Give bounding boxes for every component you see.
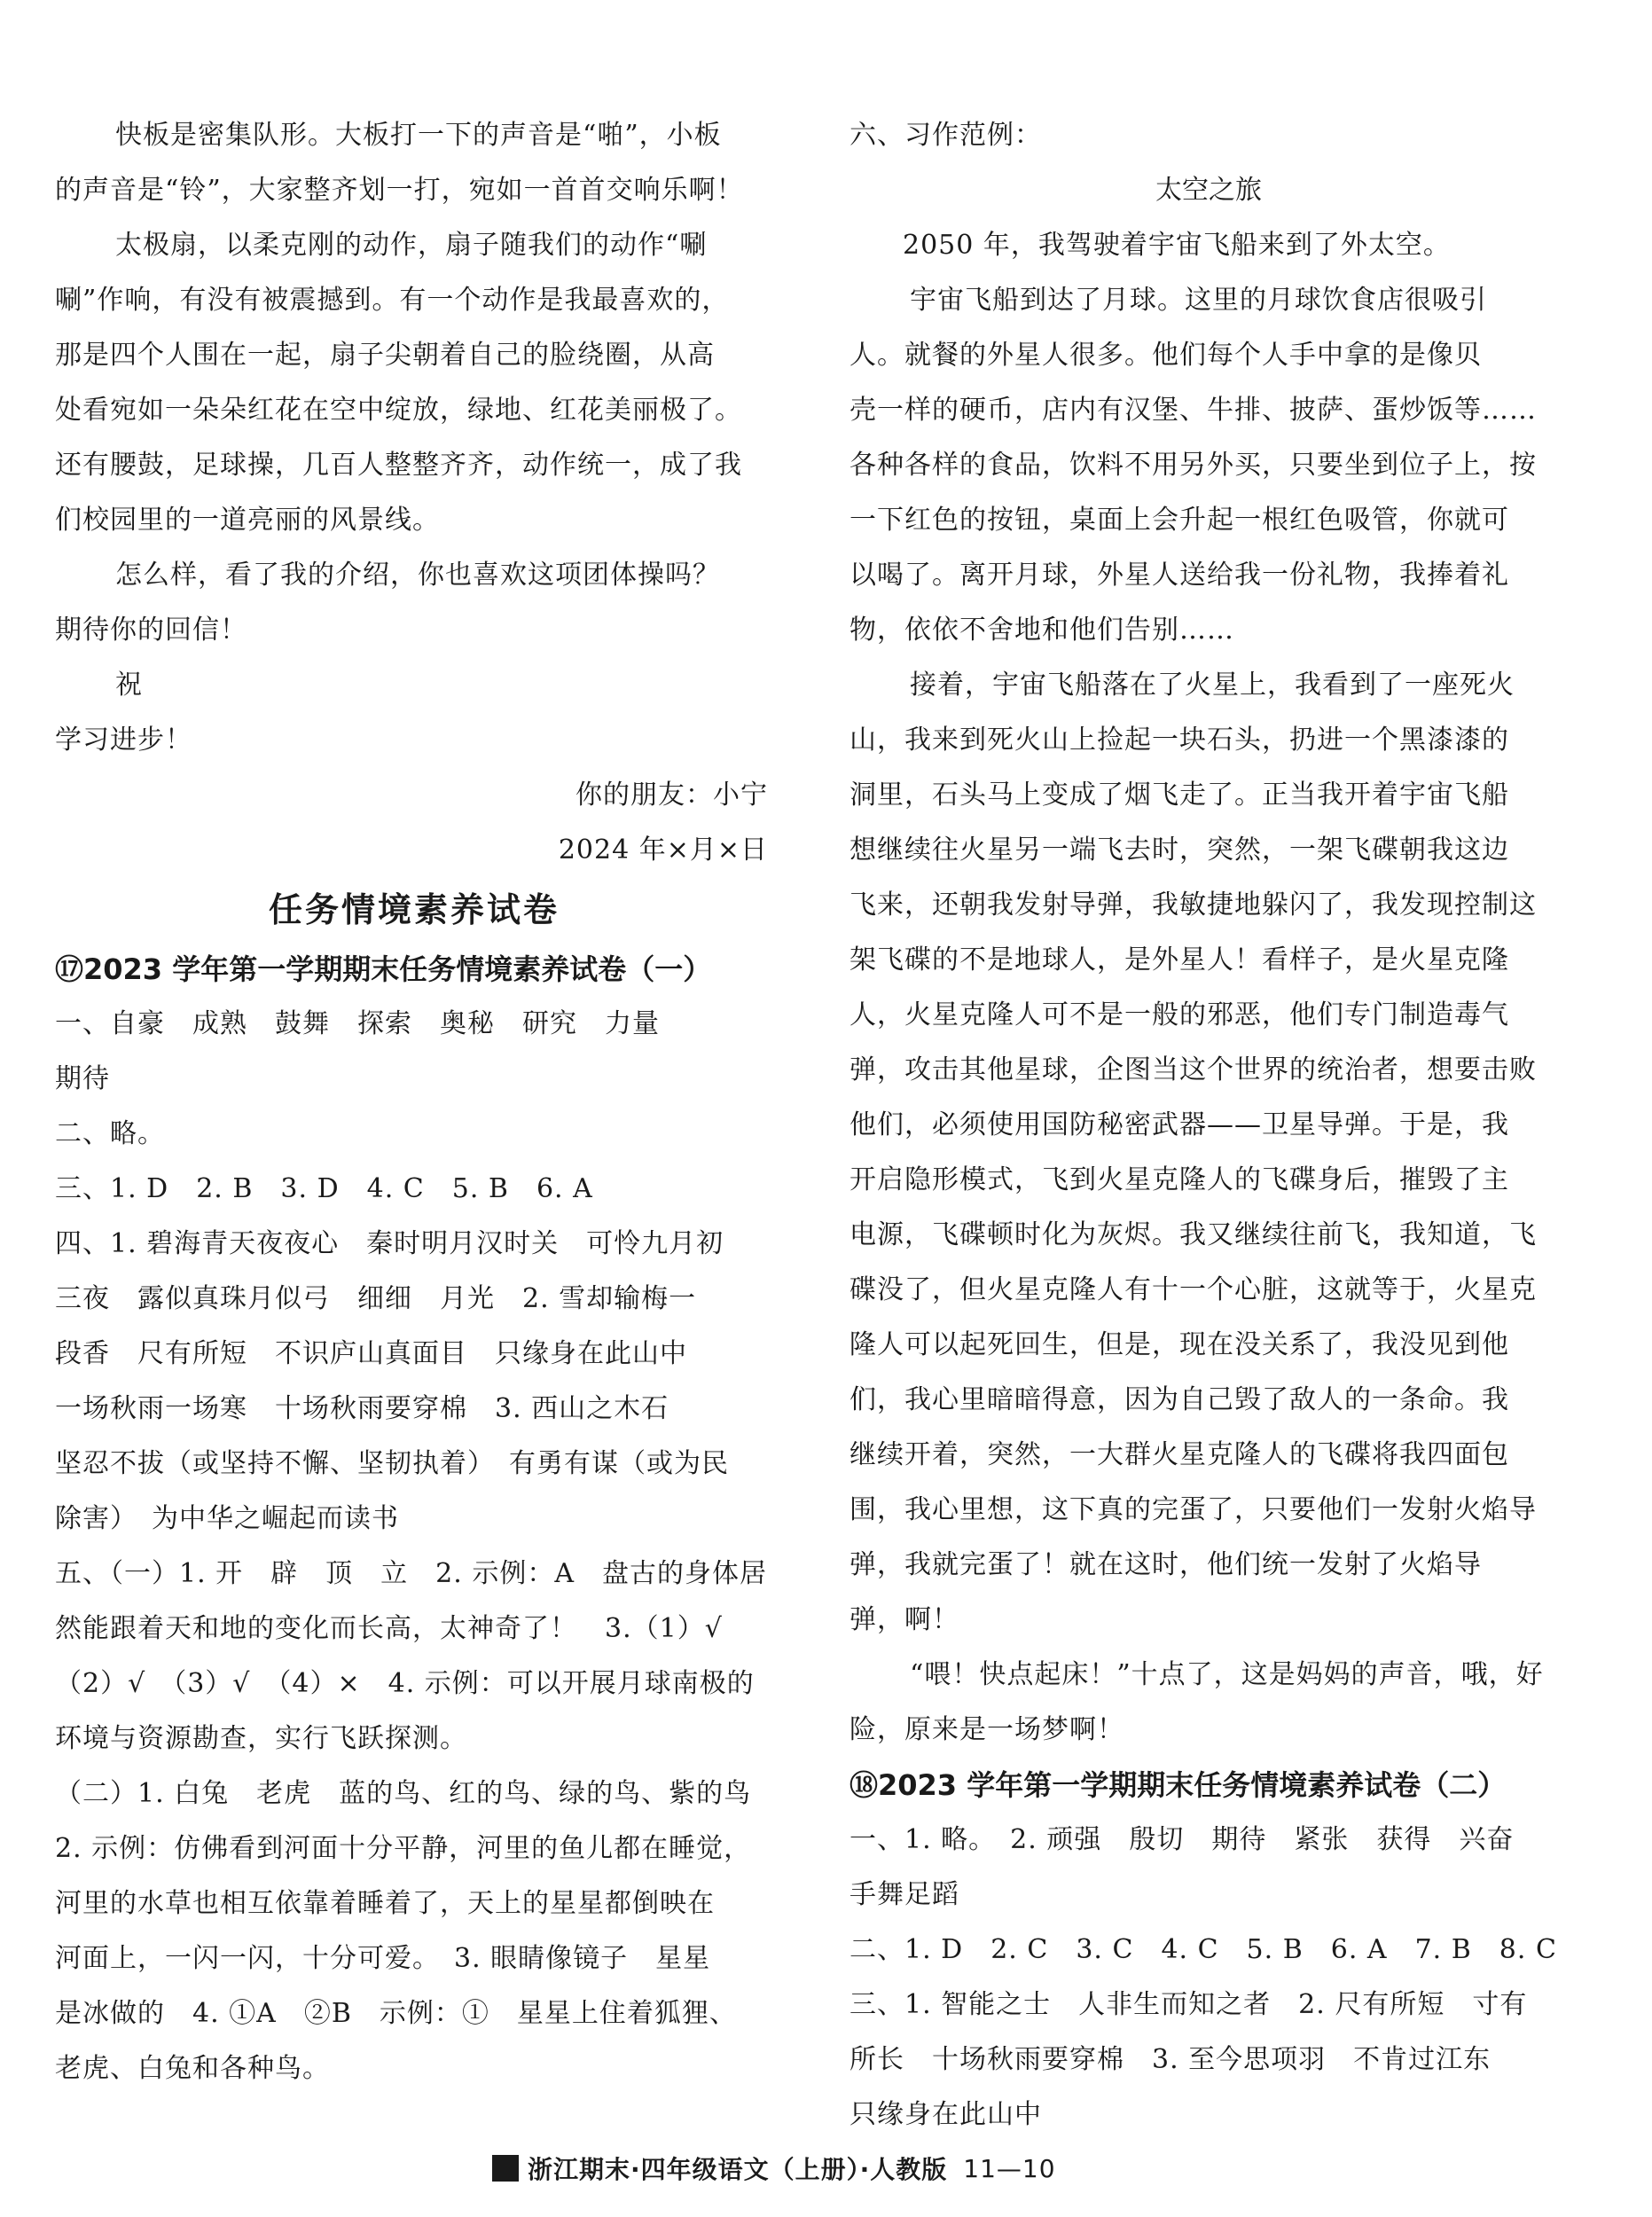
letter-line: 还有腰鼓，足球操，几百人整整齐齐，动作统一，成了我: [55, 450, 742, 481]
letter-date: 2024 年×月×日: [558, 834, 768, 866]
essay-line: 飞来，还朝我发射导弹，我敏捷地躲闪了，我发现控制这: [849, 889, 1537, 920]
essay-line: 碟没了，但火星克隆人有十一个心脏，这就等于，火星克: [849, 1274, 1537, 1305]
essay-line: “喂！快点起床！”十点了，这是妈妈的声音，哦，好: [910, 1659, 1544, 1690]
answer-line: 三、1. 智能之士 人非生而知之者 2. 尺有所短 寸有: [849, 1989, 1528, 2020]
page-number: 11—10: [963, 2153, 1056, 2183]
answer-line: 然能跟着天和地的变化而长高，太神奇了！ 3.（1）√: [55, 1613, 723, 1644]
essay-line: 一下红色的按钮，桌面上会升起一根红色吸管，你就可: [849, 505, 1509, 536]
essay-line: 架飞碟的不是地球人，是外星人！看样子，是火星克隆: [849, 944, 1509, 975]
essay-line: 弹，攻击其他星球，企图当这个世界的统治者，想要击败: [849, 1054, 1537, 1085]
essay-line: 山，我来到死火山上捡起一块石头，扔进一个黑漆漆的: [849, 725, 1509, 756]
essay-line: 继续开着，突然，一大群火星克隆人的飞碟将我四面包: [849, 1439, 1509, 1470]
answer-line: 三夜 露似真珠月似弓 细细 月光 2. 雪却输梅一: [55, 1283, 697, 1314]
book-title: 浙江期末·四年级语文（上册）·人教版: [528, 2155, 948, 2184]
letter-line: 怎么样，看了我的介绍，你也喜欢这项团体操吗？: [115, 560, 720, 591]
answer-line: 二、略。: [55, 1118, 165, 1149]
essay-line: 围，我心里想，这下真的完蛋了，只要他们一发射火焰导: [849, 1494, 1537, 1525]
answer-line: 坚忍不拔（或坚持不懈、坚韧执着） 有勇有谋（或为民: [55, 1448, 729, 1479]
essay-line: 想继续往火星另一端飞去时，突然，一架飞碟朝我这边: [849, 834, 1509, 866]
answer-line: 河面上，一闪一闪，十分可爱。 3. 眼睛像镜子 星星: [55, 1943, 711, 1974]
answer-line: 环境与资源勘查，实行飞跃探测。: [55, 1723, 467, 1754]
answer-line: 五、（一）1. 开 辟 顶 立 2. 示例：A 盘古的身体居: [55, 1558, 767, 1589]
letter-line: 唰”作响，有没有被震撼到。有一个动作是我最喜欢的，: [55, 285, 730, 316]
essay-line: 们，我心里暗暗得意，因为自己毁了敌人的一条命。我: [849, 1384, 1509, 1415]
essay-line: 各种各样的食品，饮料不用另外买，只要坐到位子上，按: [849, 450, 1537, 481]
answer-line: 河里的水草也相互依靠着睡着了，天上的星星都倒映在: [55, 1888, 715, 1919]
answer-line: 二、1. D 2. C 3. C 4. C 5. B 6. A 7. B 8. C: [849, 1934, 1557, 1965]
essay-line: 以喝了。离开月球，外星人送给我一份礼物，我捧着礼: [849, 560, 1509, 591]
answer-line: 除害） 为中华之崛起而读书: [55, 1503, 399, 1534]
answer-line: 四、1. 碧海青天夜夜心 秦时明月汉时关 可怜九月初: [55, 1228, 724, 1259]
answer-line: 期待: [55, 1063, 110, 1094]
answer-line: 段香 尺有所短 不识庐山真面目 只缘身在此山中: [55, 1338, 687, 1369]
letter-wish: 学习进步！: [55, 725, 192, 756]
essay-line: 物，依依不舍地和他们告别……: [849, 615, 1234, 646]
essay-line: 宇宙飞船到达了月球。这里的月球饮食店很吸引: [910, 285, 1487, 316]
answer-line: 所长 十场秋雨要穿棉 3. 至今思项羽 不肯过江东: [849, 2044, 1491, 2075]
essay-line: 电源，飞碟顿时化为灰烬。我又继续往前飞，我知道，飞: [849, 1219, 1537, 1250]
essay-line: 人。就餐的外星人很多。他们每个人手中拿的是像贝: [849, 340, 1482, 371]
answer-line: 是冰做的 4. ①A ②B 示例：① 星星上住着狐狸、: [55, 1998, 737, 2029]
answer-line: 手舞足蹈: [849, 1879, 959, 1910]
answer-line: （2）√ （3）√ （4）× 4. 示例：可以开展月球南极的: [55, 1668, 755, 1699]
book-mark-icon: [492, 2155, 519, 2182]
essay-line: 弹，啊！: [849, 1604, 959, 1635]
exam-title: ⑰2023 学年第一学期期末任务情境素养试卷（一）: [55, 952, 712, 986]
letter-line: 那是四个人围在一起，扇子尖朝着自己的脸绕圈，从高: [55, 340, 715, 371]
essay-line: 壳一样的硬币，店内有汉堡、牛排、披萨、蛋炒饭等……: [849, 395, 1537, 426]
essay-line: 他们，必须使用国防秘密武器——卫星导弹。于是，我: [849, 1109, 1509, 1140]
exam-title: ⑱2023 学年第一学期期末任务情境素养试卷（二）: [849, 1768, 1507, 1802]
answer-line: 一、1. 略。 2. 顽强 殷切 期待 紧张 获得 兴奋: [849, 1824, 1515, 1855]
letter-line: 们校园里的一道亮丽的风景线。: [55, 505, 440, 536]
essay-line: 洞里，石头马上变成了烟飞走了。正当我开着宇宙飞船: [849, 779, 1509, 811]
essay-line: 开启隐形模式，飞到火星克隆人的飞碟身后，摧毁了主: [849, 1164, 1509, 1195]
letter-line: 太极扇，以柔克刚的动作，扇子随我们的动作“唰: [115, 230, 708, 261]
letter-line: 快板是密集队形。大板打一下的声音是“啪”，小板: [115, 120, 722, 151]
letter-line: 的声音是“铃”，大家整齐划一打，宛如一首首交响乐啊！: [55, 175, 744, 206]
essay-line: 接着，宇宙飞船落在了火星上，我看到了一座死火: [910, 670, 1515, 701]
page-footer: [492, 2150, 1056, 2187]
essay-line: 人，火星克隆人可不是一般的邪恶，他们专门制造毒气: [849, 999, 1509, 1030]
answer-line: 只缘身在此山中: [849, 2099, 1042, 2130]
right-column: [849, 108, 1568, 2143]
essay-line: 弹，我就完蛋了！就在这时，他们统一发射了火焰导: [849, 1549, 1482, 1580]
letter-closing: 祝: [115, 670, 143, 701]
essay-line: 2050 年，我驾驶着宇宙飞船来到了外太空。: [903, 230, 1451, 261]
answer-line: （二）1. 白兔 老虎 蓝的鸟、红的鸟、绿的鸟、紫的鸟: [55, 1778, 752, 1809]
answer-line: 2. 示例：仿佛看到河面十分平静，河里的鱼儿都在睡觉，: [55, 1833, 752, 1864]
left-column: [55, 108, 773, 2096]
answer-line: 三、1. D 2. B 3. D 4. C 5. B 6. A: [55, 1173, 593, 1204]
answer-line: 一场秋雨一场寒 十场秋雨要穿棉 3. 西山之木石: [55, 1393, 669, 1424]
letter-signature: 你的朋友：小宁: [575, 779, 768, 811]
essay-title: 太空之旅: [1155, 175, 1262, 206]
section-title: 任务情境素养试卷: [268, 890, 560, 929]
letter-line: 期待你的回信！: [55, 615, 247, 646]
essay-heading: 六、习作范例：: [849, 120, 1042, 151]
letter-line: 处看宛如一朵朵红花在空中绽放，绿地、红花美丽极了。: [55, 395, 742, 426]
essay-line: 隆人可以起死回生，但是，现在没关系了，我没见到他: [849, 1329, 1509, 1360]
essay-line: 险，原来是一场梦啊！: [849, 1714, 1124, 1745]
answer-line: 老虎、白兔和各种鸟。: [55, 2053, 330, 2084]
answer-line: 一、自豪 成熟 鼓舞 探索 奥秘 研究 力量: [55, 1008, 660, 1039]
